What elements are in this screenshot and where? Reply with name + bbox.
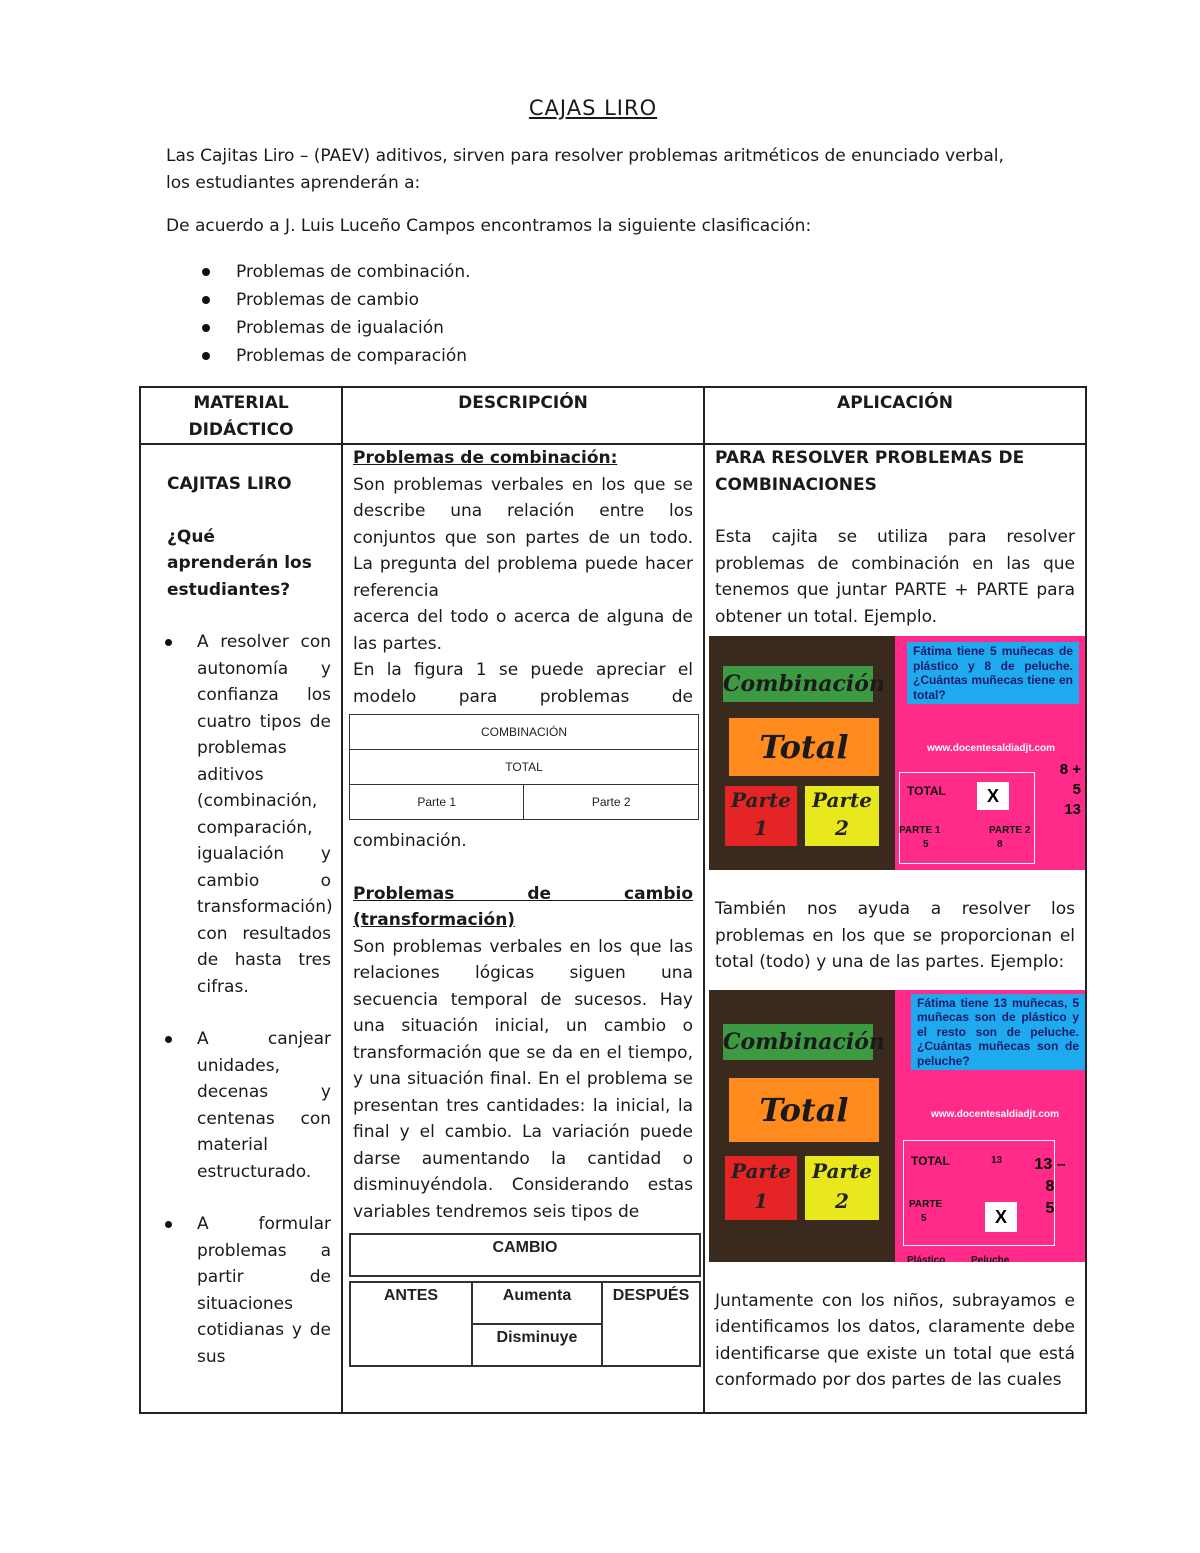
- problem-question-2: Fátima tiene 13 muñecas, 5 muñecas son de plástico y el resto son de peluche. ¿Cuántas muñecas son de peluche?: [911, 994, 1085, 1071]
- site-url-1: www.docentesaldiadjt.com: [927, 743, 1055, 754]
- page-title: CAJAS LIRO: [528, 96, 658, 120]
- diagram-despues-label: DESPUÉS: [602, 1282, 700, 1366]
- diagram-disminuye-label: Disminuye: [472, 1324, 602, 1366]
- application-text-2: También nos ayuda a resolver los problemas en los que se proporcionan el total (todo) y una de las partes. Ejemplo:: [715, 899, 1075, 972]
- shelf-label-parte1: Parte 1: [725, 786, 797, 846]
- shelf-label-combinacion: Combinación: [723, 1024, 873, 1060]
- classification-paragraph: De acuerdo a J. Luis Luceño Campos encontramos la siguiente clasificación:: [166, 216, 812, 236]
- operation-line: 8: [1045, 1177, 1055, 1195]
- header-material: MATERIAL DIDÁCTICO: [140, 387, 342, 444]
- part2-value-1: 8: [997, 839, 1003, 850]
- change-text: Son problemas verbales en los que las relaciones lógicas siguen una secuencia temporal de sucesos. Hay una situación inicial, un cambio o transformación que se da en el tiempo, y una situación final. En el problema se presentan tres cantidades: la inicial, la final y el cambio. La variación puede darse aumentando la cantidad o disminuyéndola. Considerando estas variables tendremos seis tipos de: [353, 936, 693, 1222]
- combination-text: Son problemas verbales en los que se describe una relación entre los conjuntos que son partes de un todo. La pregunta del problema puede hacer referencia: [353, 474, 693, 601]
- operation-line: 5: [1072, 781, 1081, 798]
- part2-label-1: PARTE 2: [989, 825, 1031, 836]
- list-item: A canjear unidades, decenas y centenas con material estructurado.: [167, 1026, 331, 1185]
- total-value-2: 13: [991, 1154, 1003, 1166]
- list-item: Problemas de cambio: [200, 286, 471, 314]
- peluche-label: Peluche: [971, 1254, 1010, 1262]
- combination-end: combinación.: [353, 831, 467, 851]
- material-cell: [140, 444, 342, 1413]
- change-diagram: [349, 1233, 701, 1367]
- operation-line: 13 –: [1034, 1155, 1066, 1173]
- intro-paragraph: [166, 143, 1046, 197]
- shelf-label-total: Total: [729, 718, 879, 776]
- intro-line-1: Las Cajitas Liro – (PAEV) aditivos, sirven para resolver problemas aritméticos de enunciado verbal,: [166, 146, 1004, 166]
- diagram-antes-label: ANTES: [350, 1282, 472, 1366]
- table-header-row: [140, 387, 1086, 444]
- diagram-cambio-label: CAMBIO: [350, 1234, 700, 1276]
- description-cell: [342, 444, 704, 1413]
- diagram-total-label: TOTAL: [350, 750, 699, 785]
- shelf-label-parte2: Parte 2: [805, 1156, 879, 1220]
- combination-text-2: acerca del todo o acerca de alguna de las partes.: [353, 607, 693, 654]
- table-row: [140, 444, 1086, 1413]
- application-text-3: Juntamente con los niños, subrayamos e identificamos los datos, claramente debe identificarse que existe un total que está conformado por dos partes de las cuales: [715, 1290, 1075, 1390]
- diagram-part2-label: Parte 2: [524, 785, 699, 820]
- shelf-image: [709, 990, 895, 1262]
- problem-types-list: [200, 258, 471, 370]
- part1-label-1: PARTE 1: [899, 825, 941, 836]
- shelf-label-combinacion: Combinación: [723, 666, 873, 702]
- total-label-1: TOTAL: [907, 784, 946, 798]
- application-heading: PARA RESOLVER PROBLEMAS DE COMBINACIONES: [715, 448, 1025, 495]
- combination-heading: Problemas de combinación:: [353, 448, 618, 468]
- list-item: Problemas de combinación.: [200, 258, 471, 286]
- operation-line: 8 +: [1059, 761, 1081, 778]
- content-table: [139, 386, 1087, 1414]
- shelf-label-parte1: Parte 1: [725, 1156, 797, 1220]
- list-item: A formular problemas a partir de situaciones cotidianas y de sus: [167, 1211, 331, 1370]
- change-heading: Problemas de cambio (transformación): [353, 883, 693, 930]
- unknown-x-2: X: [985, 1202, 1017, 1232]
- list-item: Problemas de comparación: [200, 342, 471, 370]
- combination-photo-1: [709, 636, 1085, 870]
- unknown-x-1: X: [977, 782, 1009, 810]
- operation-line: 13: [1064, 801, 1081, 818]
- material-title: CAJITAS LIRO: [167, 474, 292, 494]
- total-label-2: TOTAL: [911, 1153, 950, 1168]
- application-text-1: Esta cajita se utiliza para resolver problemas de combinación en las que tenemos que juntar PARTE + PARTE para obtener un total. Ejemplo.: [715, 527, 1075, 627]
- material-question: ¿Qué aprenderán los estudiantes?: [167, 526, 312, 600]
- header-descripcion: DESCRIPCIÓN: [342, 387, 704, 444]
- part-label-2: PARTE: [909, 1198, 943, 1210]
- problem-question-1: Fátima tiene 5 muñecas de plástico y 8 de peluche. ¿Cuántas muñecas tiene en total?: [907, 642, 1079, 704]
- combination-diagram: [349, 714, 699, 820]
- intro-line-2: los estudiantes aprenderán a:: [166, 173, 421, 193]
- plastico-label: Plástico: [907, 1254, 946, 1262]
- application-cell: [704, 444, 1086, 1413]
- operation-2: [1019, 1154, 1081, 1220]
- combination-text-3: En la figura 1 se puede apreciar el modelo para problemas de: [353, 660, 693, 707]
- part-value-2: 5: [921, 1212, 927, 1224]
- combination-photo-2: [709, 990, 1085, 1262]
- header-aplicacion: APLICACIÓN: [704, 387, 1086, 444]
- list-item: A resolver con autonomía y confianza los cuatro tipos de problemas aditivos (combinación, comparación, igualación y cambio o transformación) con resultados de hasta tres cifras.: [167, 629, 331, 1000]
- diagram-part1-label: Parte 1: [350, 785, 524, 820]
- site-url-2: www.docentesaldiadjt.com: [931, 1108, 1059, 1120]
- list-item: Problemas de igualación: [200, 314, 471, 342]
- operation-line: 5: [1045, 1199, 1055, 1217]
- diagram-aumenta-label: Aumenta: [472, 1282, 602, 1324]
- operation-1: [1039, 760, 1081, 820]
- diagram-combinacion-label: COMBINACIÓN: [350, 715, 699, 750]
- shelf-label-parte2: Parte 2: [805, 786, 879, 846]
- shelf-image: [709, 636, 895, 870]
- part1-value-1: 5: [923, 839, 929, 850]
- shelf-label-total: Total: [729, 1078, 879, 1142]
